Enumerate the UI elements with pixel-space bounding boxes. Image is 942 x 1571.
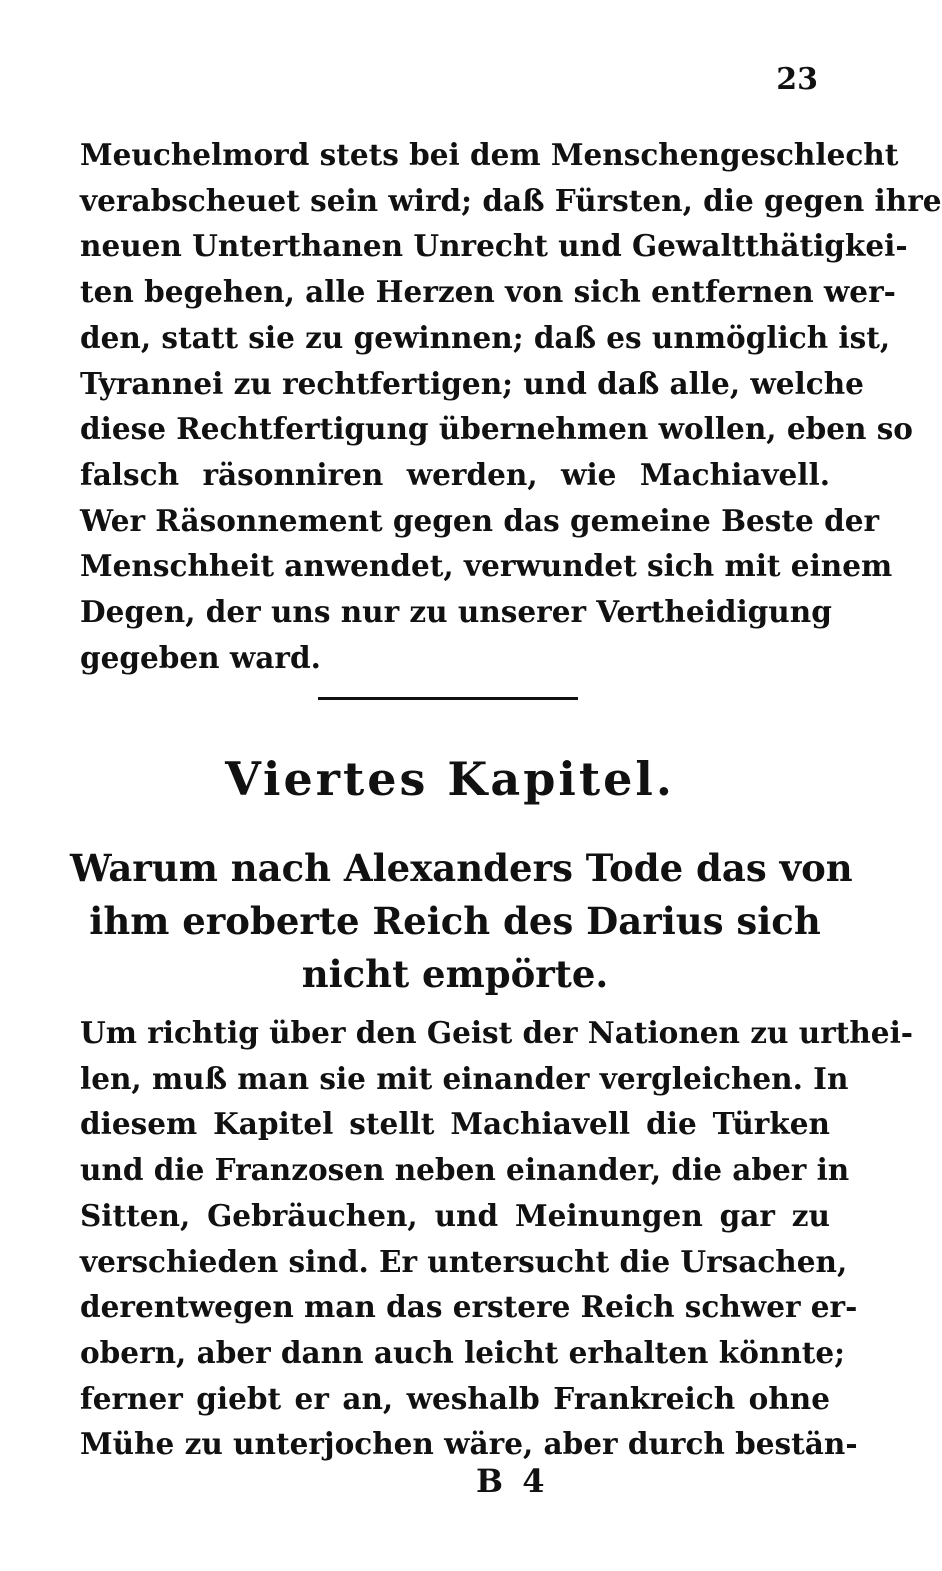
text-line: Meuchelmord stets bei dem Menschengeschlecht	[80, 137, 899, 172]
chapter-title: Viertes Kapitel.	[225, 752, 675, 806]
subtitle-line: ihm eroberte Reich des Darius sich	[89, 899, 821, 943]
chapter-paragraph	[80, 1010, 914, 1467]
text-line: Um richtig über den Geist der Nationen zu urthei-	[80, 1015, 914, 1050]
subtitle-line: Warum nach Alexanders Tode das von	[70, 846, 853, 890]
text-line: verabscheuet sein wird; daß Fürsten, die gegen ihre	[80, 182, 942, 218]
text-line: ten begehen, alle Herzen von sich entfernen wer-	[80, 274, 896, 310]
text-line: diese Rechtfertigung übernehmen wollen, eben so	[80, 411, 913, 447]
text-line: ferner giebt er an, weshalb Frankreich ohne	[80, 1380, 830, 1416]
text-line: Sitten, Gebräuchen, und Meinungen gar zu	[80, 1197, 830, 1233]
text-line: Mühe zu unterjochen wäre, aber durch bestän-	[80, 1426, 858, 1462]
text-line: gegeben ward.	[80, 639, 321, 675]
signature-mark: B 4	[476, 1462, 549, 1500]
page-number: 23	[776, 62, 818, 97]
text-line: len, muß man sie mit einander vergleichen. In	[80, 1060, 849, 1096]
paragraph-continued	[80, 132, 942, 680]
text-line: obern, aber dann auch leicht erhalten könnte;	[80, 1334, 846, 1370]
subtitle-line: nicht empörte.	[301, 952, 609, 996]
text-line: neuen Unterthanen Unrecht und Gewaltthätigkei-	[80, 228, 908, 264]
text-line: den, statt sie zu gewinnen; daß es unmöglich ist,	[80, 319, 891, 355]
text-line: Wer Räsonnement gegen das gemeine Beste der	[80, 502, 880, 538]
text-line: diesem Kapitel stellt Machiavell die Türken	[80, 1106, 830, 1142]
text-line: und die Franzosen neben einander, die aber in	[80, 1152, 850, 1188]
text-line: verschieden sind. Er untersucht die Ursachen,	[80, 1243, 848, 1279]
section-divider	[318, 697, 578, 700]
text-line: Tyrannei zu rechtfertigen; und daß alle, welche	[80, 365, 864, 401]
text-line: falsch räsonniren werden, wie Machiavell.	[80, 456, 830, 492]
text-line: Degen, der uns nur zu unserer Vertheidigung	[80, 594, 832, 630]
chapter-subtitle	[70, 842, 853, 1001]
text-line: Menschheit anwendet, verwundet sich mit einem	[80, 548, 893, 584]
text-line: derentwegen man das erstere Reich schwer er-	[80, 1289, 858, 1325]
